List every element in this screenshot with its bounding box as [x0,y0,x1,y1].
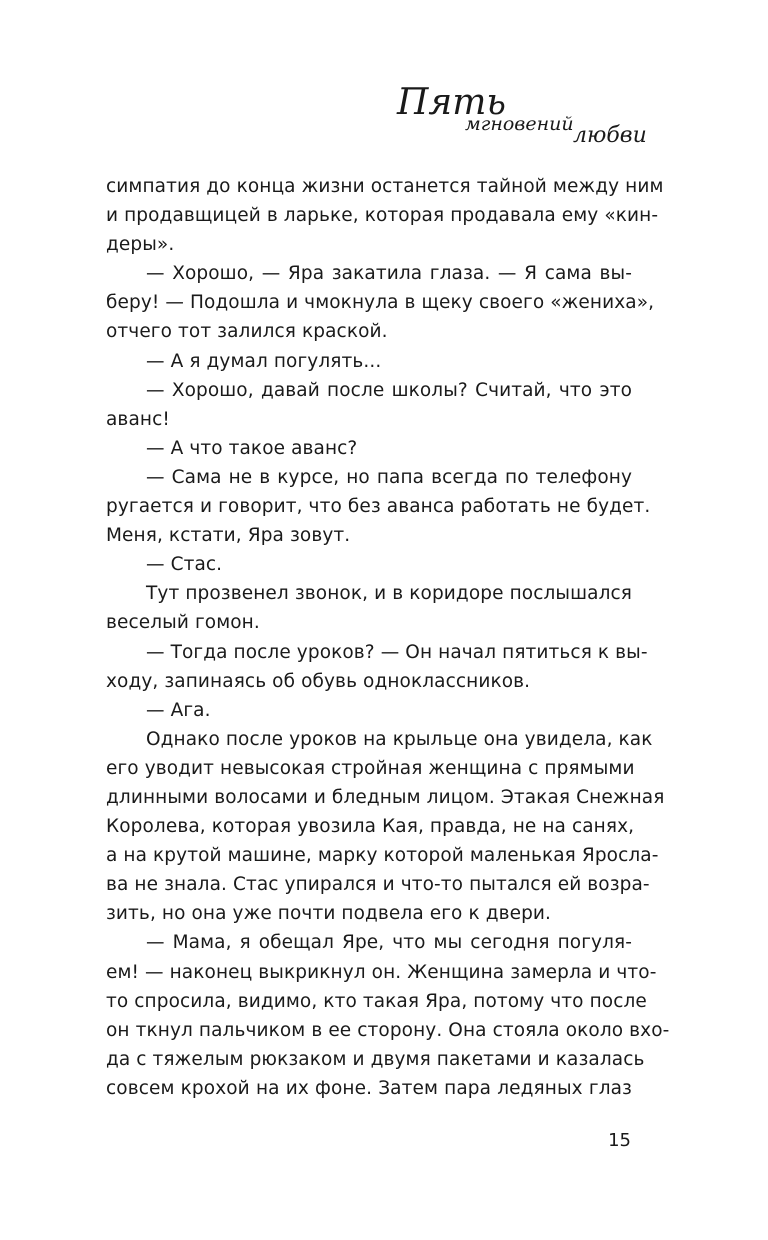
text-line: веселый гомон. [106,612,260,634]
title-word-2: мгновений [465,113,574,135]
title-word-1: Пять [397,82,506,123]
text-line: и продавщицей в ларьке, которая продавала ему «кин- [106,205,659,227]
text-line: — Ага. [146,699,211,721]
text-line: зить, но она уже почти подвела его к двери. [106,903,552,925]
text-line: — Сама не в курсе, но папа всегда по телефону [146,466,632,488]
text-line: ругается и говорит, что без аванса работать не будет. [106,496,651,518]
text-line: а на крутой машине, марку которой маленькая Яросла- [106,845,659,867]
text-line: деры». [106,234,175,256]
text-line: да с тяжелым рюкзаком и двумя пакетами и казалась [106,1048,645,1070]
text-line: — Стас. [146,554,223,576]
book-title-logo [395,74,650,154]
text-line: ем! — наконец выкрикнул он. Женщина замерла и что- [106,961,657,983]
text-line: его уводит невысокая стройная женщина с прямыми [106,757,635,779]
text-line: — Хорошо, давай после школы? Считай, что это [146,379,632,401]
text-line: совсем крохой на их фоне. Затем пара ледяных глаз [106,1077,632,1099]
text-line: ходу, запинаясь об обувь одноклассников. [106,670,531,692]
text-line: — Мама, я обещал Яре, что мы сегодня погуля- [146,932,632,954]
text-line: он ткнул пальчиком в ее сторону. Она стояла около вхо- [106,1019,670,1041]
body-text [106,172,670,1103]
text-line: — Хорошо, — Яра закатила глаза. — Я сама вы- [146,263,632,285]
text-line: Тут прозвенел звонок, и в коридоре послышался [146,583,632,605]
text-line: Королева, которая увозила Кая, правда, не на санях, [106,816,635,838]
title-word-3: любви [573,123,647,148]
text-line: Меня, кстати, Яра зовут. [106,525,351,547]
handwritten-title [395,74,650,154]
text-line: беру! — Подошла и чмокнула в щеку своего «жениха», [106,292,655,314]
text-line: — Тогда после уроков? — Он начал пятиться к вы- [146,641,648,663]
text-line: — А я думал погулять... [146,350,382,372]
text-line: ва не знала. Стас упирался и что-то пытался ей возра- [106,874,650,896]
text-line: то спросила, видимо, кто такая Яра, потому что после [106,990,647,1012]
text-line: аванс! [106,408,170,430]
text-line: симпатия до конца жизни останется тайной между ним [106,176,664,197]
text-line: — А что такое аванс? [146,437,358,459]
page-number: 15 [608,1130,631,1151]
text-line: длинными волосами и бледным лицом. Этакая Снежная [106,786,665,808]
text-line: отчего тот залился краской. [106,321,388,343]
text-line: Однако после уроков на крыльце она увидела, как [146,728,653,750]
